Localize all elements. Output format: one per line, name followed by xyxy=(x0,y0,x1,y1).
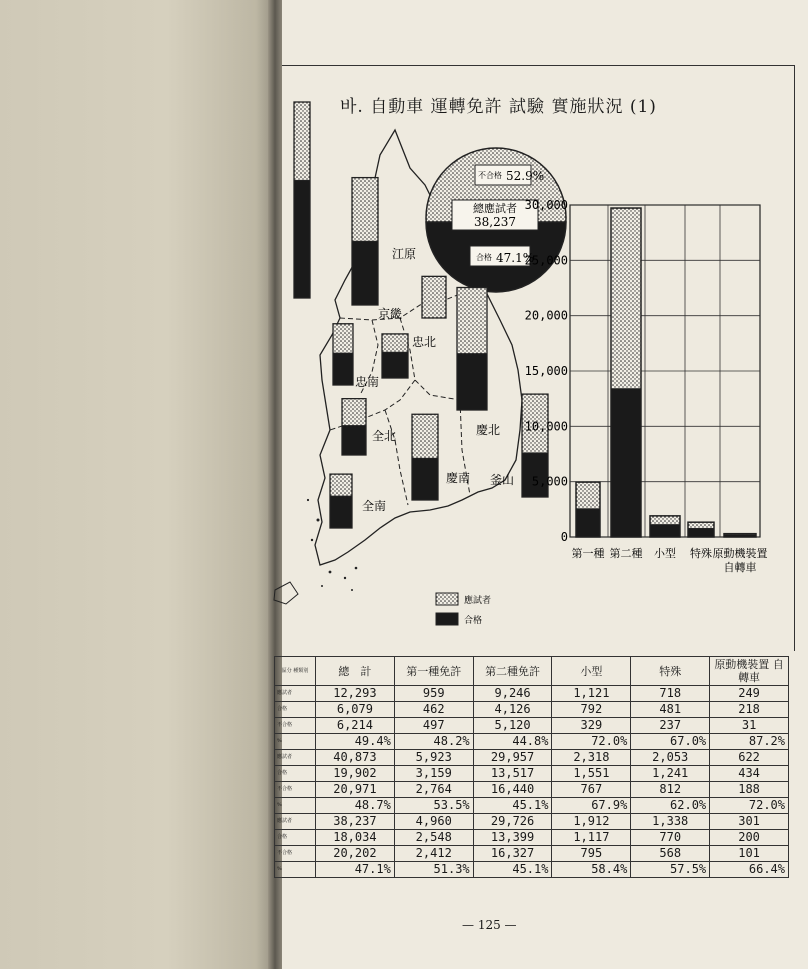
y-tick-label: 25,000 xyxy=(524,253,568,268)
table-cell: 45.1% xyxy=(473,798,552,814)
table-cell: 497 xyxy=(394,718,473,734)
bar-passed-小型 xyxy=(650,525,680,537)
table-cell: 812 xyxy=(631,782,710,798)
table-row xyxy=(275,750,789,766)
table-cell: 4,960 xyxy=(394,814,473,830)
table-cell: 1,117 xyxy=(552,830,631,846)
region-label: 全南 xyxy=(362,499,387,513)
table-cell: 329 xyxy=(552,718,631,734)
pie-fail-pct: 52.9% xyxy=(506,169,545,183)
table-cell: 4,126 xyxy=(473,702,552,718)
table-cell: 3,159 xyxy=(394,766,473,782)
region-bar-passed-서울 xyxy=(294,180,310,298)
pass-fail-pie xyxy=(426,148,566,292)
table-cell: 462 xyxy=(394,702,473,718)
table-cell: 67.9% xyxy=(552,798,631,814)
region-bar-passed-京畿 xyxy=(352,241,378,305)
row-label: % xyxy=(275,862,316,878)
table-cell: 9,246 xyxy=(473,686,552,702)
bar-passed-原動機裝置自轉車 xyxy=(724,535,756,537)
y-tick-label: 10,000 xyxy=(524,419,568,434)
table-cell: 5,923 xyxy=(394,750,473,766)
table-cell: 20,971 xyxy=(316,782,395,798)
table-corner: 區分 種類別 xyxy=(275,657,316,686)
table-row xyxy=(275,782,789,798)
region-label: 慶南 xyxy=(446,471,471,485)
table-cell: 12,293 xyxy=(316,686,395,702)
y-tick-label: 20,000 xyxy=(524,308,568,323)
bar-passed-第一種 xyxy=(576,509,600,537)
region-label: 京畿 xyxy=(378,307,403,321)
table-cell: 13,517 xyxy=(473,766,552,782)
y-tick-label: 15,000 xyxy=(524,364,568,378)
table-cell: 2,318 xyxy=(552,750,631,766)
table-cell: 1,121 xyxy=(552,686,631,702)
table-cell: 13,399 xyxy=(473,830,552,846)
y-tick-label: 0 xyxy=(560,530,568,544)
table-cell: 434 xyxy=(710,766,789,782)
table-cell: 72.0% xyxy=(552,734,631,750)
table-cell: 16,327 xyxy=(473,846,552,862)
table-cell: 66.4% xyxy=(710,862,789,878)
row-label: 不合格 xyxy=(275,782,316,798)
region-label: 慶北 xyxy=(476,423,501,437)
x-category-label: 第一種 xyxy=(571,547,605,560)
pie-total-label: 總應試者 xyxy=(473,202,517,215)
region-label: 忠北 xyxy=(412,335,437,349)
legend-passed-label: 合格 xyxy=(464,616,483,626)
row-label: 應試者 xyxy=(275,686,316,702)
region-label: 全北 xyxy=(372,429,397,443)
table-row xyxy=(275,734,789,750)
row-label: 應試者 xyxy=(275,750,316,766)
pie-fail-label: 不合格 xyxy=(478,171,502,180)
table-header: 特殊 xyxy=(631,657,710,686)
table-cell: 718 xyxy=(631,686,710,702)
region-bar-passed-慶北 xyxy=(457,354,487,410)
row-label: % xyxy=(275,798,316,814)
region-bar-passed-全北 xyxy=(342,426,366,455)
table-cell: 62.0% xyxy=(631,798,710,814)
table-cell: 2,412 xyxy=(394,846,473,862)
table-cell: 249 xyxy=(710,686,789,702)
table-cell: 67.0% xyxy=(631,734,710,750)
table-header-row xyxy=(275,657,789,686)
table-cell: 1,241 xyxy=(631,766,710,782)
table-cell: 47.1% xyxy=(316,862,395,878)
table-cell: 20,202 xyxy=(316,846,395,862)
table-cell: 481 xyxy=(631,702,710,718)
table-row xyxy=(275,718,789,734)
table-cell: 19,902 xyxy=(316,766,395,782)
table-cell: 767 xyxy=(552,782,631,798)
table-cell: 31 xyxy=(710,718,789,734)
table-cell: 72.0% xyxy=(710,798,789,814)
chart-bars xyxy=(576,208,756,537)
table-header: 總 計 xyxy=(316,657,395,686)
region-bar-applicants-江原 xyxy=(422,276,446,318)
table-cell: 188 xyxy=(710,782,789,798)
bar-passed-第二種 xyxy=(611,389,641,537)
region-label: 釜山 xyxy=(490,473,515,487)
table-row xyxy=(275,846,789,862)
table-cell: 1,338 xyxy=(631,814,710,830)
table-row xyxy=(275,702,789,718)
x-category-label: 小型 xyxy=(654,547,676,560)
chart-category-labels xyxy=(572,546,768,574)
row-label: % xyxy=(275,734,316,750)
table-cell: 38,237 xyxy=(316,814,395,830)
pie-total-value: 38,237 xyxy=(474,215,516,229)
x-category-label: 特殊 xyxy=(690,547,712,560)
table-cell: 770 xyxy=(631,830,710,846)
region-label: 江原 xyxy=(392,247,417,261)
table-cell: 568 xyxy=(631,846,710,862)
pie-pass-label: 合格 xyxy=(476,253,492,262)
table-cell: 5,120 xyxy=(473,718,552,734)
table-cell: 51.3% xyxy=(394,862,473,878)
jeju-outline xyxy=(274,582,298,604)
row-label: 不合格 xyxy=(275,846,316,862)
legend xyxy=(436,593,491,626)
table-cell: 48.7% xyxy=(316,798,395,814)
table-cell: 6,214 xyxy=(316,718,395,734)
table-cell: 48.2% xyxy=(394,734,473,750)
table-row xyxy=(275,766,789,782)
table-cell: 29,726 xyxy=(473,814,552,830)
table-cell: 1,551 xyxy=(552,766,631,782)
table-cell: 792 xyxy=(552,702,631,718)
table-cell: 101 xyxy=(710,846,789,862)
table-cell: 53.5% xyxy=(394,798,473,814)
y-tick-label: 30,000 xyxy=(524,198,568,212)
table-cell: 2,548 xyxy=(394,830,473,846)
legend-passed-swatch xyxy=(436,613,458,625)
x-category-label: 自轉車 xyxy=(723,561,757,574)
table-row xyxy=(275,686,789,702)
table-cell: 57.5% xyxy=(631,862,710,878)
table-cell: 1,912 xyxy=(552,814,631,830)
table-cell: 200 xyxy=(710,830,789,846)
table-cell: 6,079 xyxy=(316,702,395,718)
row-label: 不合格 xyxy=(275,718,316,734)
row-label: 合格 xyxy=(275,830,316,846)
region-bar-passed-慶南 xyxy=(412,458,438,500)
table-cell: 87.2% xyxy=(710,734,789,750)
page-title: 바. 自動車 運轉免許 試驗 實施狀況 (1) xyxy=(340,97,657,117)
legend-applicants-label: 應試者 xyxy=(464,596,492,606)
table-row xyxy=(275,862,789,878)
table-row xyxy=(275,830,789,846)
table-header: 原動機裝置 自轉車 xyxy=(710,657,789,686)
row-label: 應試者 xyxy=(275,814,316,830)
region-bar-passed-全南 xyxy=(330,496,352,528)
table-header: 第一種免許 xyxy=(394,657,473,686)
table-cell: 237 xyxy=(631,718,710,734)
table-cell: 795 xyxy=(552,846,631,862)
bar-passed-特殊 xyxy=(688,528,714,537)
table-cell: 218 xyxy=(710,702,789,718)
page-number: — 125 — xyxy=(462,918,517,932)
table-cell: 29,957 xyxy=(473,750,552,766)
pie-pass-pct: 47.1% xyxy=(496,251,535,265)
table-header: 小型 xyxy=(552,657,631,686)
x-category-label: 原動機裝置 xyxy=(712,547,768,560)
row-label: 合格 xyxy=(275,766,316,782)
table-row xyxy=(275,814,789,830)
region-label: 忠南 xyxy=(355,375,380,389)
region-bar-passed-忠南 xyxy=(333,353,353,385)
table-cell: 959 xyxy=(394,686,473,702)
legend-applicants-swatch xyxy=(436,593,458,605)
table-cell: 2,053 xyxy=(631,750,710,766)
statistics-table xyxy=(274,656,789,878)
table-cell: 622 xyxy=(710,750,789,766)
table-cell: 49.4% xyxy=(316,734,395,750)
y-tick-label: 5,000 xyxy=(531,474,568,489)
table-row xyxy=(275,798,789,814)
table-cell: 44.8% xyxy=(473,734,552,750)
table-cell: 16,440 xyxy=(473,782,552,798)
table-cell: 2,764 xyxy=(394,782,473,798)
table-header: 第二種免許 xyxy=(473,657,552,686)
region-bar-passed-忠北 xyxy=(382,352,408,378)
table-cell: 45.1% xyxy=(473,862,552,878)
x-category-label: 第二種 xyxy=(609,547,643,560)
table-cell: 301 xyxy=(710,814,789,830)
table-cell: 58.4% xyxy=(552,862,631,878)
table-cell: 40,873 xyxy=(316,750,395,766)
row-label: 合格 xyxy=(275,702,316,718)
table-cell: 18,034 xyxy=(316,830,395,846)
